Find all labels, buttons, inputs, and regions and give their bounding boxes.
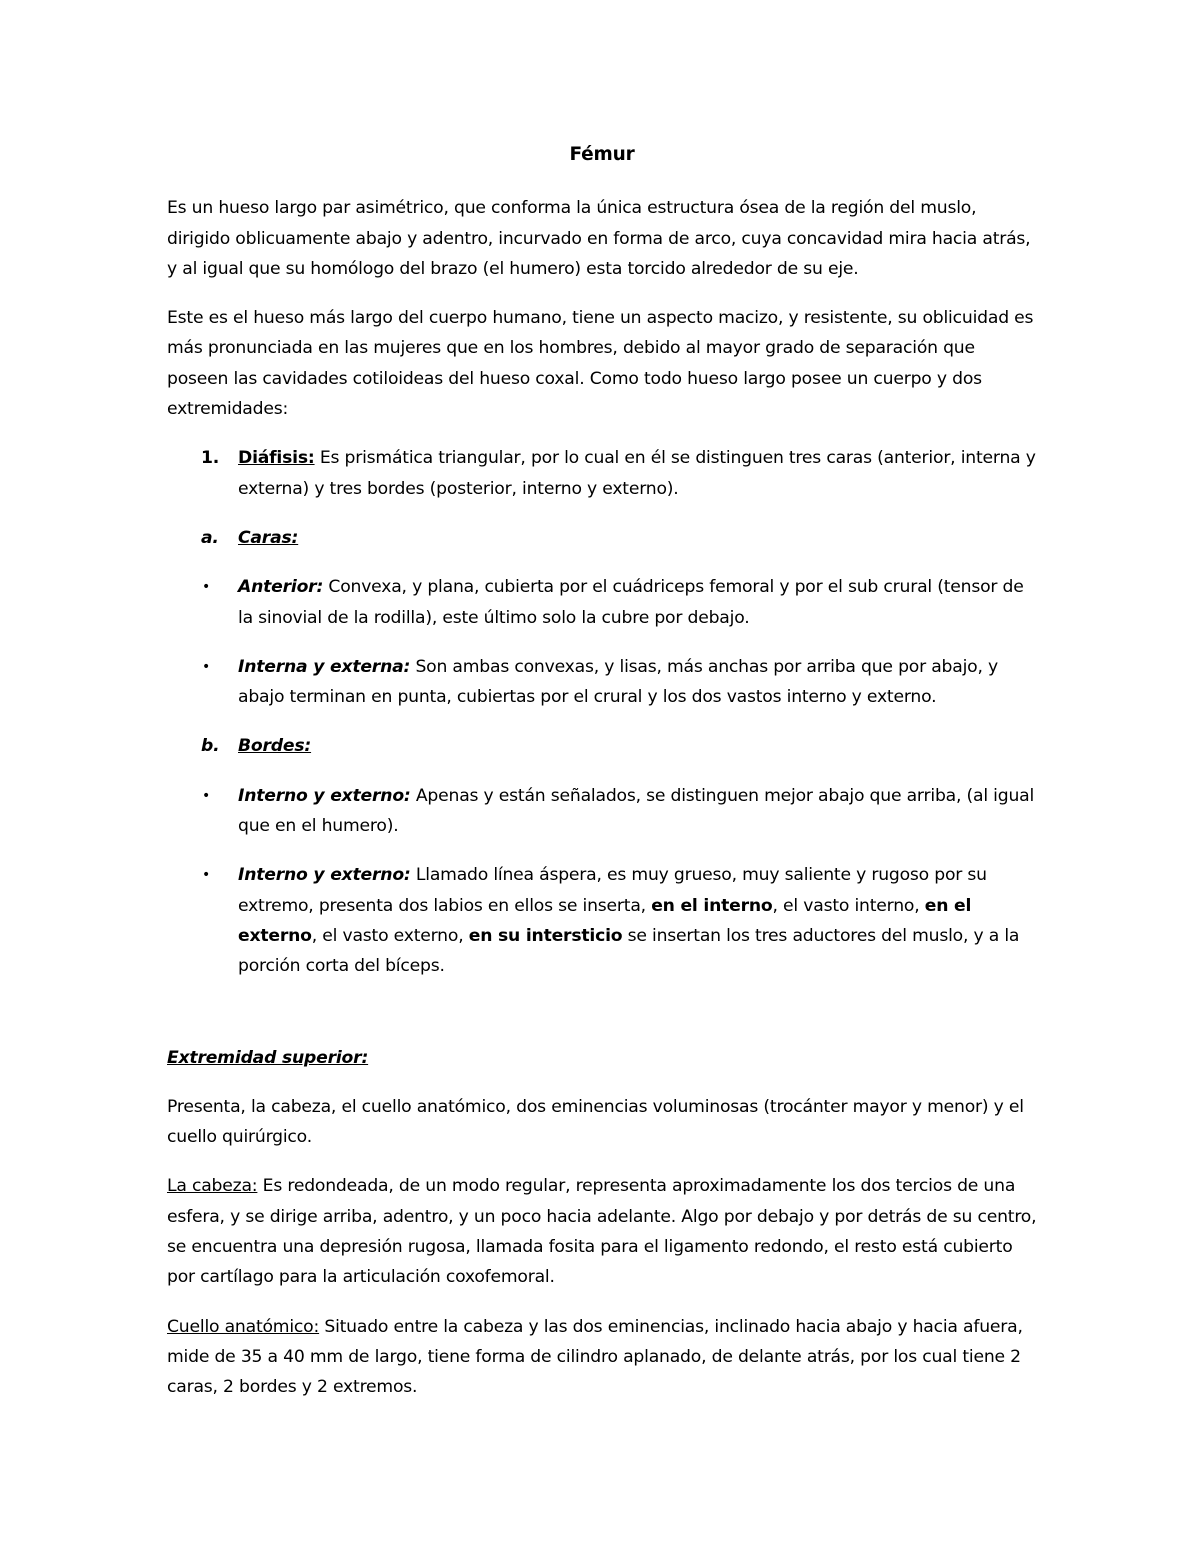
list-item-diafisis <box>167 443 1037 504</box>
interna-externa-label: Interna y externa: <box>238 656 411 677</box>
cuello-text: Situado entre la cabeza y las dos eminencias, inclinado hacia abajo y hacia afuera, mide de 35 a 40 mm de largo, tiene forma de cilindro aplanado, de delante atrás, por los cual tiene 2 caras, 2 bordes y 2 extremos. <box>167 1316 1023 1398</box>
cabeza-paragraph <box>167 1171 1037 1292</box>
list-item-bordes-2 <box>167 860 1037 981</box>
bordes-2-text-d: se insertan los tres aductores del muslo, y a la porción corta del bíceps. <box>238 925 1020 977</box>
bordes-2-label: Interno y externo: <box>238 865 411 886</box>
page-title: Fémur <box>569 144 635 165</box>
list-item-bordes-1 <box>167 781 1037 842</box>
bordes-2-text-b: , el vasto interno, <box>772 895 925 916</box>
extremidad-superior-intro: Presenta, la cabeza, el cuello anatómico, dos eminencias voluminosas (trocánter mayor y menor) y el cuello quirúrgico. <box>167 1096 1024 1148</box>
anterior-label: Anterior: <box>238 577 324 598</box>
bullet-icon: • <box>202 579 211 596</box>
bordes-1-label: Interno y externo: <box>238 785 411 806</box>
bordes-2-text-a: Llamado línea áspera, es muy grueso, muy saliente y rugoso por su extremo, presenta dos labios en ellos se inserta, <box>238 865 987 916</box>
cuello-paragraph <box>167 1312 1037 1403</box>
bullet-icon: • <box>202 658 211 675</box>
bordes-2-bold-c: en su intersticio <box>468 925 623 946</box>
diafisis-label: Diáfisis: <box>238 448 315 469</box>
document-body <box>167 140 1037 1422</box>
extremidad-superior-heading-line <box>167 1043 1037 1073</box>
list-item-interna-externa <box>167 652 1037 713</box>
bordes-heading: Bordes: <box>238 736 312 757</box>
sublist-item-caras <box>167 523 1037 553</box>
bullet-icon: • <box>202 787 211 804</box>
interna-externa-text: Son ambas convexas, y lisas, más anchas por arriba que por abajo, y abajo terminan en punta, cubiertas por el crural y los dos vastos interno y externo. <box>238 656 998 708</box>
sublist-letter: a. <box>201 527 219 548</box>
bordes-2-bold-b: en el externo <box>238 895 972 946</box>
cuello-label: Cuello anatómico: <box>167 1316 320 1337</box>
intro-paragraph-2: Este es el hueso más largo del cuerpo humano, tiene un aspecto macizo, y resistente, su oblicuidad es más pronunciada en las mujeres que en los hombres, debido al mayor grado de separación que poseen las cavidades cotiloideas del hueso coxal. Como todo hueso largo posee un cuerpo y dos extremidades: <box>167 308 1034 420</box>
cabeza-label: La cabeza: <box>167 1176 258 1197</box>
cabeza-text: Es redondeada, de un modo regular, representa aproximadamente los dos tercios de una esfera, y se dirige arriba, adentro, y un poco hacia adelante. Algo por debajo y por detrás de su centro, se encuentra una depresión rugosa, llamada fosita para el ligamento redondo, el resto está cubierto por cartílago para la articulación coxofemoral. <box>167 1176 1037 1288</box>
caras-heading: Caras: <box>238 527 299 548</box>
list-number: 1. <box>201 448 220 469</box>
sublist-letter: b. <box>201 736 220 757</box>
diafisis-text: Es prismática triangular, por lo cual en él se distinguen tres caras (anterior, interna y externa) y tres bordes (posterior, interno y externo). <box>238 448 1036 499</box>
list-item-anterior <box>167 572 1037 633</box>
anterior-text: Convexa, y plana, cubierta por el cuádriceps femoral y por el sub crural (tensor de la sinovial de la rodilla), este último solo la cubre por debajo. <box>238 577 1024 628</box>
bullet-icon: • <box>202 867 211 884</box>
bordes-2-bold-a: en el interno <box>651 895 773 916</box>
extremidad-superior-heading: Extremidad superior: <box>167 1047 369 1068</box>
section-spacer <box>167 1001 1037 1043</box>
bordes-1-text: Apenas y están señalados, se distinguen mejor abajo que arriba, (al igual que en el humero). <box>238 785 1035 837</box>
sublist-item-bordes <box>167 731 1037 761</box>
bordes-2-text-c: , el vasto externo, <box>311 925 469 946</box>
intro-paragraph-1: Es un hueso largo par asimétrico, que conforma la única estructura ósea de la región del muslo, dirigido oblicuamente abajo y adentro, incurvado en forma de arco, cuya concavidad mira hacia atrás, y al igual que su homólogo del brazo (el humero) esta torcido alrededor de su eje. <box>167 198 1031 279</box>
